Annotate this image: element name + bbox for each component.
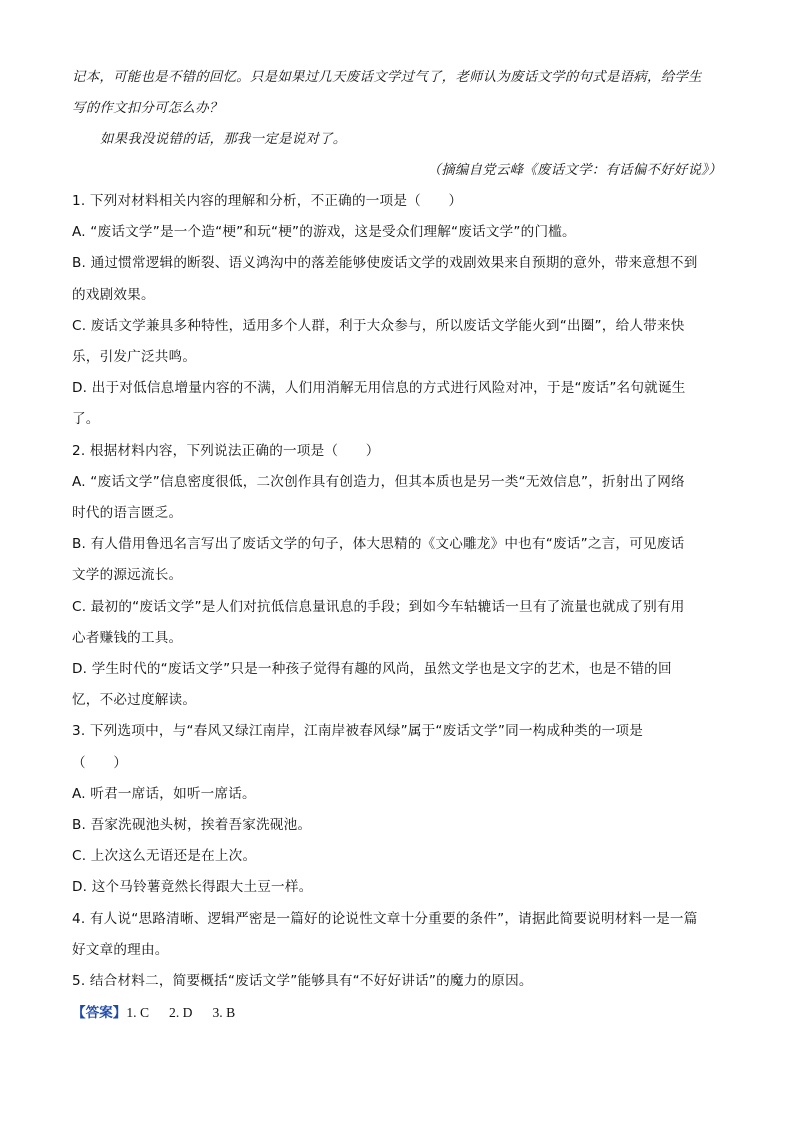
passage-excerpt xyxy=(72,62,722,186)
passage-line: 写的作文扣分可怎么办？ xyxy=(72,101,223,116)
option-c-cont: 乐，引发广泛共鸣。 xyxy=(72,349,197,366)
question-5 xyxy=(72,966,722,997)
option-a-cont: 时代的语言匮乏。 xyxy=(72,505,183,522)
passage-source: （摘编自党云峰《废话文学：有话偏不好好说》） xyxy=(427,163,722,178)
question-stem: 1. 下列对材料相关内容的理解和分析，不正确的一项是（ ） xyxy=(72,193,463,209)
option-a: A. “废话文学”信息密度很低，二次创作具有创造力，但其本质也是另一类“无效信息”，折射出了网络 xyxy=(72,473,685,490)
passage-line: 记本，可能也是不错的回忆。只是如果过几天废话文学过气了，老师认为废话文学的句式是语病，给学生 xyxy=(72,70,702,85)
option-d: D. 这个马铃薯竟然长得跟大土豆一样。 xyxy=(72,879,313,896)
question-3 xyxy=(72,716,722,903)
question-stem-cont: 好文章的理由。 xyxy=(72,941,169,958)
document-page xyxy=(72,62,722,1029)
question-stem: 5. 结合材料二，简要概括“废话文学”能够具有“不好好讲话”的魔力的原因。 xyxy=(72,973,533,990)
passage-line: 如果我没说错的话，那我一定是说对了。 xyxy=(100,132,347,147)
option-c: C. 废话文学兼具多种特性，适用多个人群，利于大众参与，所以废话文学能火到“出圈”，给人带来快 xyxy=(72,317,685,334)
answer-item: 3. B xyxy=(212,1005,236,1021)
answer-item: 2. D xyxy=(169,1005,193,1021)
option-d: D. 出于对低信息增量内容的不满，人们用消解无用信息的方式进行风险对冲，于是“废话”名句就诞生 xyxy=(72,380,686,397)
question-1 xyxy=(72,186,722,436)
question-2 xyxy=(72,436,722,717)
question-stem: 3. 下列选项中，与“春风又绿江南岸，江南岸被春风绿”属于“废话文学”同一构成种类的一项是 xyxy=(72,723,644,740)
option-c: C. 上次这么无语还是在上次。 xyxy=(72,848,257,865)
option-d: D. 学生时代的“废话文学”只是一种孩子觉得有趣的风尚，虽然文学也是文字的艺术，也是不错的回 xyxy=(72,661,672,678)
option-b-cont: 文学的源远流长。 xyxy=(72,567,183,584)
option-c: C. 最初的“废话文学”是人们对抗低信息量讯息的手段；到如今车轱辘话一旦有了流量也就成了别有用 xyxy=(72,598,685,615)
option-a: A. 听君一席话，如听一席话。 xyxy=(72,785,256,802)
option-b: B. 吾家洗砚池头树，挨着吾家洗砚池。 xyxy=(72,817,312,834)
option-b: B. 有人借用鲁迅名言写出了废话文学的句子，体大思精的《文心雕龙》中也有“废话”之言，可见废话 xyxy=(72,536,685,553)
question-stem-cont: （ ） xyxy=(72,754,128,771)
option-d-cont: 了。 xyxy=(72,411,100,428)
option-d-cont: 忆，不必过度解读。 xyxy=(72,692,197,709)
answer-line xyxy=(72,997,722,1029)
question-stem: 2. 根据材料内容，下列说法正确的一项是（ ） xyxy=(72,442,380,459)
answer-tag: 【答案】 xyxy=(72,1005,127,1022)
question-4 xyxy=(72,904,722,966)
answer-item: 1. C xyxy=(126,1005,150,1021)
question-list xyxy=(72,186,722,997)
question-stem: 4. 有人说“思路清晰、逻辑严密是一篇好的论说性文章十分重要的条件”，请据此简要说明材料一是一篇 xyxy=(72,910,698,927)
option-c-cont: 心者赚钱的工具。 xyxy=(72,629,183,646)
option-b: B. 通过惯常逻辑的断裂、语义鸿沟中的落差能够使废话文学的戏剧效果来自预期的意外，带来意想不到 xyxy=(72,255,698,272)
option-b-cont: 的戏剧效果。 xyxy=(72,286,155,303)
option-a: A. “废话文学”是一个造“梗”和玩“梗”的游戏，这是受众们理解“废话文学”的门槛。 xyxy=(72,224,576,241)
